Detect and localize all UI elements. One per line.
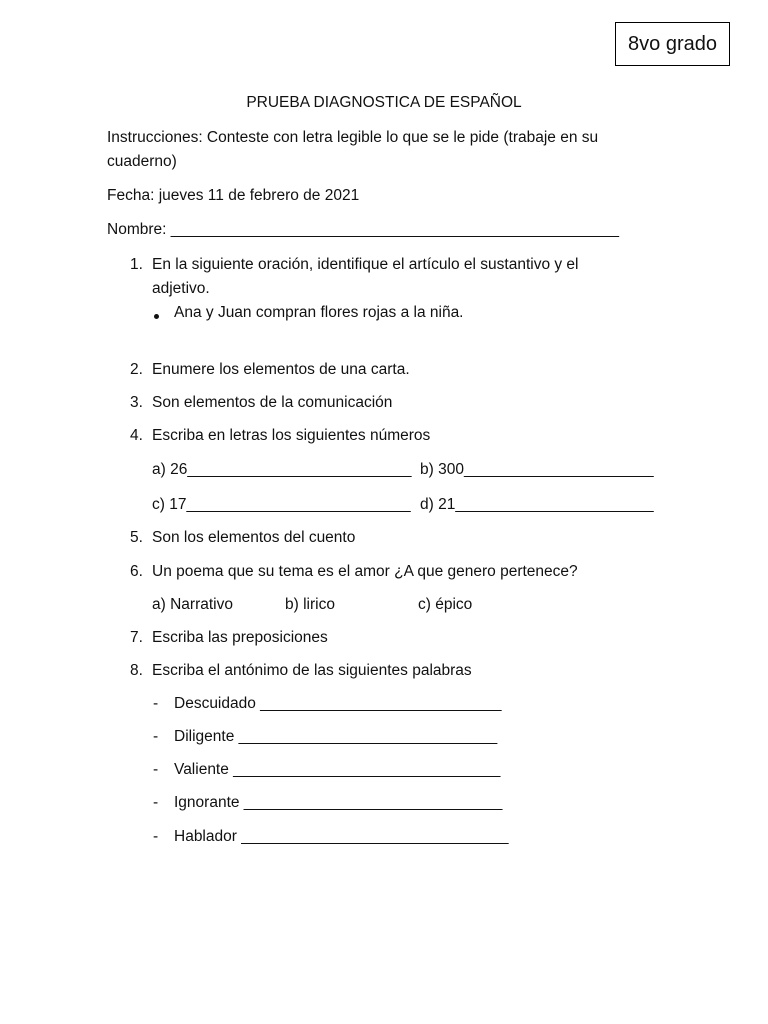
question-4-option-d: d) 21_______________________	[420, 496, 654, 513]
question-6-option-b: b) lirico	[285, 596, 335, 613]
question-8-text: Escriba el antónimo de las siguientes palabras	[152, 662, 472, 679]
dash-marker: -	[153, 828, 159, 845]
question-6-option-a: a) Narrativo	[152, 596, 233, 613]
dash-marker: -	[153, 728, 159, 745]
instructions-line-2: cuaderno)	[107, 153, 177, 170]
question-2-number: 2.	[130, 361, 143, 378]
question-8-number: 8.	[130, 662, 143, 679]
antonym-item: Valiente _______________________________	[174, 761, 501, 778]
grade-label-box: 8vo grado	[615, 22, 730, 66]
antonym-item: Hablador _______________________________	[174, 828, 509, 845]
question-4-option-c: c) 17__________________________	[152, 496, 411, 513]
question-6-option-c: c) épico	[418, 596, 473, 613]
antonym-item: Diligente ______________________________	[174, 728, 498, 745]
question-3-text: Son elementos de la comunicación	[152, 394, 393, 411]
question-4-text: Escriba en letras los siguientes números	[152, 427, 431, 444]
question-3-number: 3.	[130, 394, 143, 411]
date-line: Fecha: jueves 11 de febrero de 2021	[107, 187, 360, 204]
dash-marker: -	[153, 761, 159, 778]
question-1-number: 1.	[130, 256, 143, 273]
question-1-text: En la siguiente oración, identifique el artículo el sustantivo y el	[152, 256, 579, 273]
dash-marker: -	[153, 695, 159, 712]
question-7-number: 7.	[130, 629, 143, 646]
question-4-option-b: b) 300______________________	[420, 461, 654, 478]
question-2-text: Enumere los elementos de una carta.	[152, 361, 410, 378]
question-1-text-cont: adjetivo.	[152, 280, 210, 297]
question-5-number: 5.	[130, 529, 143, 546]
page-title: PRUEBA DIAGNOSTICA DE ESPAÑOL	[246, 94, 522, 111]
name-line: Nombre: ____________________________________________________	[107, 221, 619, 238]
question-5-text: Son los elementos del cuento	[152, 529, 356, 546]
question-4-number: 4.	[130, 427, 143, 444]
antonym-item: Ignorante ______________________________	[174, 794, 503, 811]
instructions-line-1: Instrucciones: Conteste con letra legible lo que se le pide (trabaje en su	[107, 129, 599, 146]
question-4-option-a: a) 26__________________________	[152, 461, 412, 478]
question-6-text: Un poema que su tema es el amor ¿A que genero pertenece?	[152, 563, 578, 580]
dash-marker: -	[153, 794, 159, 811]
question-7-text: Escriba las preposiciones	[152, 629, 328, 646]
question-1-sentence: Ana y Juan compran flores rojas a la niña.	[174, 304, 464, 321]
antonym-item: Descuidado ____________________________	[174, 695, 502, 712]
question-6-number: 6.	[130, 563, 143, 580]
bullet-dot	[154, 307, 159, 323]
